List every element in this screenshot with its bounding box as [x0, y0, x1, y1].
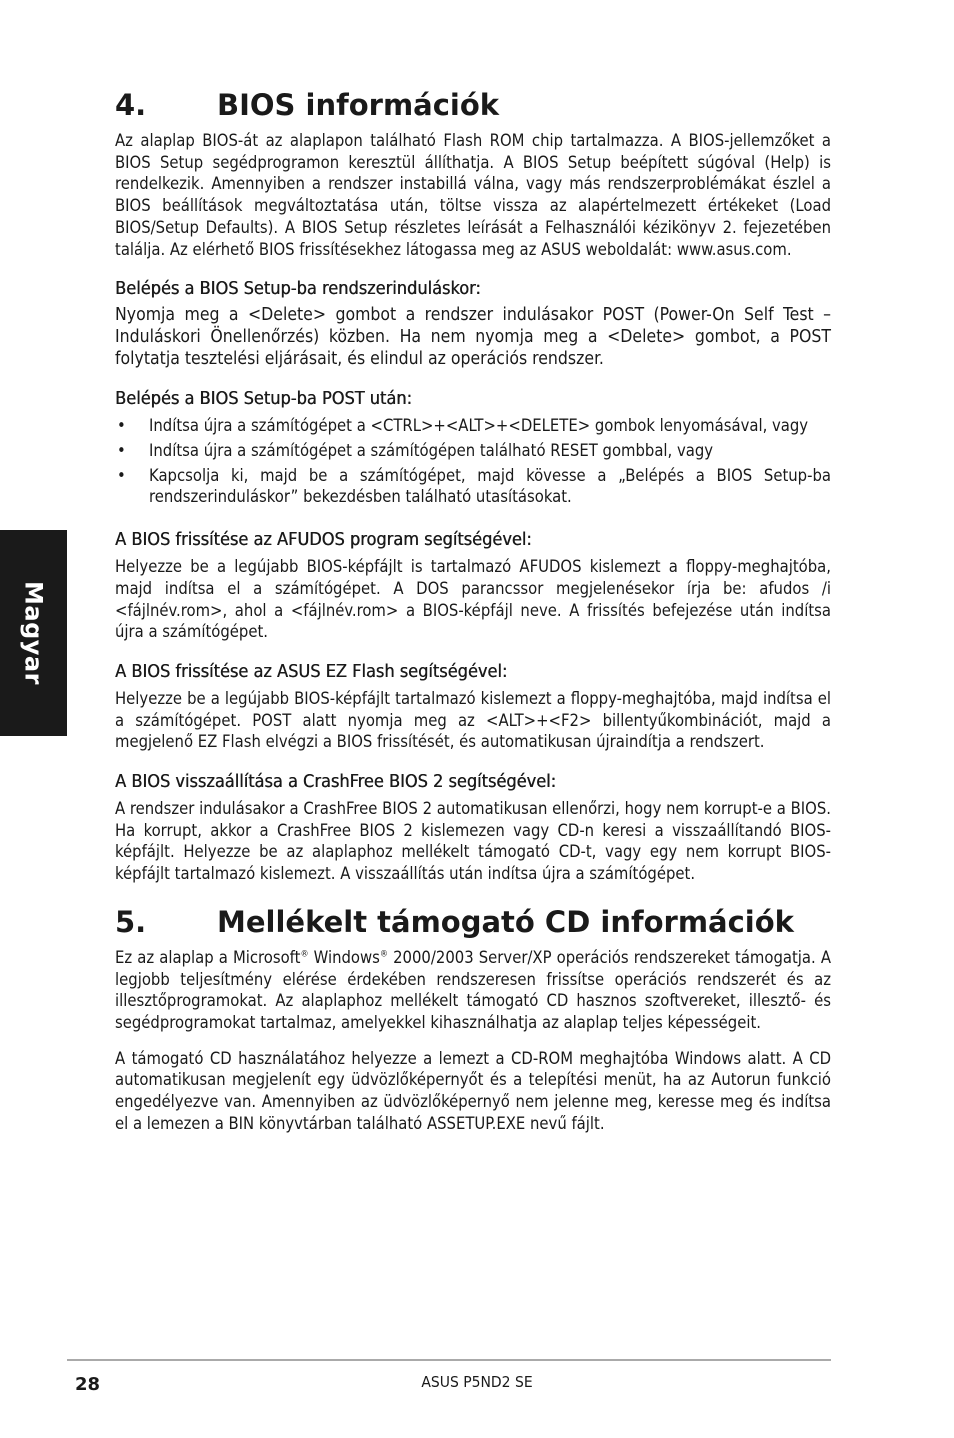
section-title: Mellékelt támogató CD információk: [217, 904, 794, 939]
subheading-ezflash: A BIOS frissítése az ASUS EZ Flash segítségével:: [115, 660, 508, 682]
text-run: Ez az alaplap a Microsoft: [115, 947, 301, 967]
section-title: BIOS információk: [217, 88, 500, 122]
registered-mark: ®: [300, 949, 309, 960]
section-number: 4.: [115, 88, 147, 122]
list-item: • Indítsa újra a számítógépet a <CTRL>+<ALT>+<DELETE> gombok lenyomásával, vagy: [115, 415, 831, 437]
section-5-heading: [115, 903, 831, 941]
subheading-afudos: A BIOS frissítése az AFUDOS program segítségével:: [115, 529, 532, 551]
text-run: Windows: [308, 947, 380, 967]
text-run: 2000/2003 Server/XP operációs rendszereket támogatja. A legjobb teljesítmény elérése érdekében rendszeresen frissítse operációs rendszerét és az illesztőprogramokat. Az alaplaphoz mellékelt támogató CD hasznos szoftvereket, illesztő- és segédprogramokat tartalmaz, amelyekkel kihasználhatja az alaplap teljes képességeit.: [115, 947, 831, 1032]
list-item: • Indítsa újra a számítógépet a számítógépen található RESET gombbal, vagy: [115, 440, 831, 462]
subheading-post: Belépés a BIOS Setup-ba POST után:: [115, 388, 412, 410]
footer-divider: [67, 1359, 831, 1361]
bios-intro-paragraph: Az alaplap BIOS-át az alaplapon található Flash ROM chip tartalmazza. A BIOS-jellemzőket a BIOS Setup segédprogramon keresztül állíthatja. A BIOS Setup beépített súgóval (Help) is rendelkezik. Amennyiben a rendszer instabillá válna, vagy más rendszerproblémákat észlel a BIOS beállítások megváltoztatása után, töltse vissza az alapértelmezett értékeket (Load BIOS/Setup Defaults). A BIOS Setup részletes leírását a Felhasználói kézikönyv 2. fejezetében találja. Az elérhető BIOS frissítésekhez látogassa meg az ASUS weboldalát: www.asus.com.: [115, 131, 831, 259]
ezflash-paragraph: Helyezze be a legújabb BIOS-képfájlt tartalmazó kislemezt a floppy-meghajtóba, majd indítsa el a számítógépet. POST alatt nyomja meg az <ALT>+<F2> billentyűkombinációt, majd a megjelenő EZ Flash elvégzi a BIOS frissítését, és automatikusan újraindítja a rendszert.: [115, 688, 831, 752]
page-content: [115, 86, 831, 1135]
section-number: 5.: [115, 904, 147, 939]
support-cd-paragraph-1: [115, 947, 831, 1034]
list-item: • Kapcsolja ki, majd be a számítógépet, majd kövesse a „Belépés a BIOS Setup-ba rendszerinduláskor” bekezdésben található utasításokat.: [115, 465, 831, 508]
registered-mark: ®: [379, 949, 388, 960]
section-4-heading: [115, 86, 831, 124]
boot-paragraph: Nyomja meg a <Delete> gombot a rendszer indulásakor POST (Power-On Self Test – Induláskori Önellenőrzés) közben. Ha nem nyomja meg a <Delete> gombot, a POST folytatja tesztelési eljárásait, és elindul az operációs rendszer.: [115, 305, 831, 369]
afudos-paragraph: Helyezze be a legújabb BIOS-képfájlt is tartalmazó AFUDOS kislemezt a floppy-meghajtóba, majd indítsa el a számítógépet. A DOS parancssor megjelenésekor írja be: afudos /i <fájlnév.rom>, ahol a <fájlnév.rom> a BIOS-képfájl neve. A frissítés befejezése után indítsa újra a számítógépet.: [115, 557, 831, 642]
crashfree-paragraph: A rendszer indulásakor a CrashFree BIOS 2 automatikusan ellenőrzi, hogy nem korrupt-e a BIOS. Ha korrupt, akkor a CrashFree BIOS 2 kislemezen vagy CD-n keresi a visszaállítandó BIOS-képfájlt. Helyezze be az alaplaphoz mellékelt támogató CD-t, vagy egy nem korrupt BIOS-képfájlt tartalmazó kislemezt. A visszaállítás után indítsa újra a számítógépet.: [115, 799, 831, 884]
language-side-tab: [0, 530, 67, 736]
subheading-boot: Belépés a BIOS Setup-ba rendszerinduláskor:: [115, 278, 481, 300]
post-bullet-list: [115, 415, 831, 508]
footer-model-name: ASUS P5ND2 SE: [421, 1373, 533, 1391]
language-label: Magyar: [19, 581, 48, 685]
support-cd-paragraph-2: A támogató CD használatához helyezze a lemezt a CD-ROM meghajtóba Windows alatt. A CD automatikusan megjelenít egy üdvözlőképernyőt és a telepítési menüt, ha az Autorun funkció engedélyezve van. Amennyiben az üdvözlőképernyő nem jelenne meg, keresse meg és indítsa el a lemezen a BIN könyvtárban található ASSETUP.EXE nevű fájlt.: [115, 1048, 831, 1133]
page-number: 28: [75, 1374, 101, 1395]
subheading-crashfree: A BIOS visszaállítása a CrashFree BIOS 2 segítségével:: [115, 771, 557, 793]
